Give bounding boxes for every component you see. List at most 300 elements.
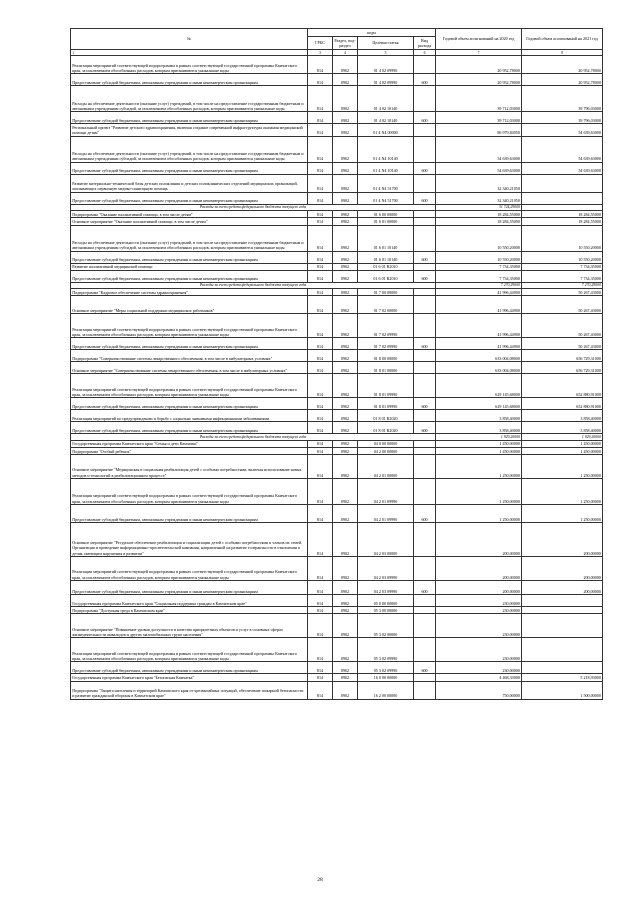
- row-amount-2020: 54 639,63000: [436, 136, 522, 162]
- row-section: 0902: [333, 56, 358, 74]
- row-amount-2020: 629 145,68000: [436, 374, 522, 398]
- row-grbs: 814: [308, 74, 333, 86]
- row-amount-2020: 1 250,00000: [436, 479, 522, 505]
- row-section: 0902: [333, 350, 358, 362]
- row-type: [414, 211, 436, 218]
- row-target: 01 6 01 R2010: [358, 263, 414, 270]
- row-amount-2020: 39 712,03000: [436, 112, 522, 124]
- row-section: 0902: [333, 289, 358, 296]
- row-amount-2021: 1 250,00000: [522, 505, 603, 523]
- index-cell: 6: [414, 50, 436, 56]
- row-name: Развитие материально-технической базы детских поликлиник и детских поликлинических отделений медицинских организаций, оказывающих первичную медико-санитарную помощь: [71, 174, 308, 192]
- note-amount-2020: 7 270,29000: [436, 282, 522, 288]
- row-target: 01 6 01 00000: [358, 218, 414, 225]
- row-section: 0902: [333, 296, 358, 314]
- row-grbs: 814: [308, 410, 333, 422]
- row-target: 16 2 00 00000: [358, 681, 414, 699]
- row-amount-2021: 1 450,00000: [522, 440, 603, 447]
- row-grbs: 814: [308, 338, 333, 350]
- row-amount-2020: 10 550,20000: [436, 251, 522, 263]
- row-section: 0902: [333, 136, 358, 162]
- row-type: [414, 225, 436, 251]
- row-target: 05 3 02 09990: [358, 662, 414, 674]
- row-section: 0902: [333, 440, 358, 447]
- row-grbs: 814: [308, 662, 333, 674]
- row-amount-2020: 32 340,21050: [436, 174, 522, 192]
- row-grbs: 814: [308, 523, 333, 557]
- row-name: Предоставление субсидий бюджетным, автономным учреждениям и иным некоммерческим организациям: [71, 398, 308, 410]
- row-name: Подпрограмма "Кадровое обеспечение системы здравоохранения": [71, 289, 308, 296]
- row-type: [414, 410, 436, 422]
- row-type: 600: [414, 192, 436, 204]
- row-section: 0902: [333, 263, 358, 270]
- row-grbs: 814: [308, 136, 333, 162]
- row-name: Подпрограмма "Оказание паллиативной помощи, в том числе детям": [71, 211, 308, 218]
- row-amount-2021: 5 218,93000: [522, 674, 603, 681]
- row-target: 01 4 N4 51700: [358, 192, 414, 204]
- row-amount-2020: 230,00000: [436, 662, 522, 674]
- table-row: [71, 662, 603, 674]
- row-target: 05 3 02 00000: [358, 614, 414, 638]
- row-name: Государственная программа Камчатского края "Семья и дети Камчатки": [71, 440, 308, 447]
- note-amount-2021: 1 929,20000: [522, 434, 603, 440]
- table-row: [71, 162, 603, 174]
- row-amount-2020: 1 250,00000: [436, 455, 522, 479]
- row-target: 01 6 01 10140: [358, 251, 414, 263]
- row-name: Реализация мероприятий по предупреждению и борьбе с социально значимыми инфекционными заболеваниями: [71, 410, 308, 422]
- row-amount-2021: 7 734,35000: [522, 270, 603, 282]
- row-grbs: 814: [308, 86, 333, 112]
- row-section: 0902: [333, 174, 358, 192]
- row-amount-2020: 200,00000: [436, 523, 522, 557]
- row-type: 600: [414, 74, 436, 86]
- row-amount-2020: 629 145,68000: [436, 398, 522, 410]
- row-amount-2021: 3 858,40000: [522, 410, 603, 422]
- table-row: [71, 225, 603, 251]
- row-grbs: 814: [308, 581, 333, 595]
- row-type: 600: [414, 251, 436, 263]
- row-amount-2020: 7 734,35000: [436, 263, 522, 270]
- row-type: 600: [414, 162, 436, 174]
- row-amount-2021: 3 858,40000: [522, 422, 603, 434]
- table-row: [71, 674, 603, 681]
- row-type: [414, 124, 436, 136]
- table-row: [71, 523, 603, 557]
- page-number: 28: [317, 877, 323, 883]
- row-type: 600: [414, 398, 436, 410]
- row-target: 01 7 02 09990: [358, 314, 414, 338]
- row-section: 0902: [333, 410, 358, 422]
- table-row: [71, 595, 603, 607]
- table-row: [71, 448, 603, 455]
- table-row: [71, 374, 603, 398]
- row-name: Региональный проект "Развитие детского здравоохранения, включая создание современной инфраструктуры оказания медицинской помощи детям": [71, 124, 308, 136]
- row-amount-2021: 7 734,35000: [522, 263, 603, 270]
- row-section: 0902: [333, 218, 358, 225]
- row-name: Предоставление субсидий бюджетным, автономным учреждениям и иным некоммерческим организациям: [71, 662, 308, 674]
- index-cell: 1: [71, 50, 308, 56]
- row-amount-2021: [522, 192, 603, 204]
- row-grbs: 814: [308, 56, 333, 74]
- row-name: Государственная программа Камчатского края "Безопасная Камчатка": [71, 674, 308, 681]
- row-section: 0902: [333, 162, 358, 174]
- row-amount-2021: 39 796,03000: [522, 112, 603, 124]
- row-target: 01 8 01 R2020: [358, 422, 414, 434]
- row-type: [414, 296, 436, 314]
- row-target: 01 8 01 09990: [358, 398, 414, 410]
- index-cell: 4: [333, 50, 358, 56]
- row-amount-2020: 41 996,44900: [436, 314, 522, 338]
- row-section: 0902: [333, 455, 358, 479]
- row-name: Расходы на обеспечение деятельности (оказание услуг) учреждений, в том числе на предоставление государственным бюджетным и автономным учреждениям субсидий, за исключением обособленных расходов, которым присваиваются уникальные коды: [71, 86, 308, 112]
- row-amount-2020: 86 979,84050: [436, 124, 522, 136]
- header-grbs: ГРБС: [308, 37, 333, 50]
- row-target: 01 6 01 R2010: [358, 270, 414, 282]
- row-name: Предоставление субсидий бюджетным, автономным учреждениям и иным некоммерческим организациям: [71, 338, 308, 350]
- table-row: [71, 74, 603, 86]
- row-amount-2021: [522, 638, 603, 662]
- note-amount-2020: 1 929,20000: [436, 434, 522, 440]
- index-cell: 7: [436, 50, 522, 56]
- row-target: 05 0 00 00000: [358, 595, 414, 607]
- row-name: Предоставление субсидий бюджетным, автономным учреждениям и иным некоммерческим организациям: [71, 112, 308, 124]
- row-grbs: 814: [308, 681, 333, 699]
- table-row: [71, 263, 603, 270]
- row-name: Подпрограмма "Особый ребенок": [71, 448, 308, 455]
- row-amount-2020: 41 996,44900: [436, 338, 522, 350]
- row-grbs: 814: [308, 455, 333, 479]
- row-grbs: 814: [308, 289, 333, 296]
- table-row: [71, 479, 603, 505]
- row-amount-2021: 656 729,31000: [522, 350, 603, 362]
- table-row: [71, 136, 603, 162]
- row-amount-2021: 10 550,20000: [522, 225, 603, 251]
- row-section: 0902: [333, 112, 358, 124]
- row-type: [414, 136, 436, 162]
- row-target: 01 6 00 00000: [358, 211, 414, 218]
- table-row: [71, 398, 603, 410]
- row-amount-2021: [522, 614, 603, 638]
- note-text: Расходы за счет средств федерального бюджета текущего года: [71, 204, 436, 210]
- table-row: [71, 607, 603, 614]
- table-row: [71, 124, 603, 136]
- table-row: [71, 350, 603, 362]
- row-name: Предоставление субсидий бюджетным, автономным учреждениям и иным некоммерческим организациям: [71, 270, 308, 282]
- row-section: 0902: [333, 638, 358, 662]
- row-grbs: 814: [308, 614, 333, 638]
- header-type: Вид расхода: [414, 37, 436, 50]
- header-section: Раздел, под-раздел: [334, 37, 356, 48]
- row-name: Реализация мероприятий соответствующей подпрограммы в рамках соответствующей государственной программы Камчатского края, за исключением обособленных расходов, которым присваиваются уникальные коды: [71, 56, 308, 74]
- row-grbs: 814: [308, 112, 333, 124]
- row-amount-2020: 10 550,20000: [436, 225, 522, 251]
- table-row: [71, 251, 603, 263]
- row-type: [414, 681, 436, 699]
- row-amount-2021: [522, 174, 603, 192]
- table-row: [71, 86, 603, 112]
- row-amount-2020: 1 250,00000: [436, 505, 522, 523]
- row-amount-2021: 1 450,00000: [522, 448, 603, 455]
- row-amount-2021: 20 952,78000: [522, 56, 603, 74]
- row-section: 0902: [333, 362, 358, 374]
- row-target: 01 7 02 09990: [358, 338, 414, 350]
- row-target: 04 2 03 00000: [358, 523, 414, 557]
- row-section: 0902: [333, 225, 358, 251]
- row-amount-2021: 18 284,55000: [522, 211, 603, 218]
- table-row: [71, 557, 603, 581]
- row-name: Предоставление субсидий бюджетным, автономным учреждениям и иным некоммерческим организациям: [71, 422, 308, 434]
- row-type: 600: [414, 112, 436, 124]
- row-type: [414, 674, 436, 681]
- row-amount-2020: 200,00000: [436, 581, 522, 595]
- row-name: Подпрограмма "Совершенствование системы лекарственного обеспечения, в том числе в амбулаторных условиях": [71, 350, 308, 362]
- row-section: 0902: [333, 124, 358, 136]
- row-name: Подпрограмма "Защита населения и территорий Камчатского края от чрезвычайных ситуаций, обеспечение пожарной безопасности и развитие гражданской обороны в Камчатском крае": [71, 681, 308, 699]
- row-section: 0902: [333, 595, 358, 607]
- row-amount-2021: 50 267,43000: [522, 296, 603, 314]
- row-amount-2021: 54 639,63000: [522, 162, 603, 174]
- row-type: [414, 289, 436, 296]
- row-amount-2021: 1 250,00000: [522, 479, 603, 505]
- row-name: Основное мероприятие "Повышение уровня доступности и качества приоритетных объектов и услуг в основных сферах жизнедеятельности инвалидов и других маломобильных групп населения": [71, 614, 308, 638]
- row-section: 0902: [333, 251, 358, 263]
- row-target: 04 2 01 00000: [358, 455, 414, 479]
- header-num: №: [71, 29, 308, 50]
- row-type: [414, 440, 436, 447]
- index-cell: 8: [522, 50, 603, 56]
- row-target: 01 4 N4 10140: [358, 136, 414, 162]
- row-amount-2020: 200,00000: [436, 557, 522, 581]
- row-amount-2020: 7 734,35000: [436, 270, 522, 282]
- row-amount-2021: 50 267,43000: [522, 289, 603, 296]
- row-target: 01 4 02 09990: [358, 74, 414, 86]
- row-grbs: 814: [308, 595, 333, 607]
- table-row: [71, 270, 603, 282]
- row-amount-2021: 20 952,78000: [522, 74, 603, 86]
- row-type: 600: [414, 338, 436, 350]
- table-row: [71, 338, 603, 350]
- row-name: Основное мероприятие "Меры социальной поддержки медицинских работников": [71, 296, 308, 314]
- row-section: 0902: [333, 479, 358, 505]
- row-type: [414, 455, 436, 479]
- note-text: Расходы за счет средств федерального бюджета текущего года: [71, 434, 436, 440]
- table-row: [71, 192, 603, 204]
- table-row: [71, 505, 603, 523]
- row-type: [414, 607, 436, 614]
- table-row: [71, 422, 603, 434]
- row-grbs: 814: [308, 314, 333, 338]
- row-grbs: 814: [308, 422, 333, 434]
- row-grbs: 814: [308, 505, 333, 523]
- row-amount-2021: 200,00000: [522, 581, 603, 595]
- row-amount-2021: [522, 595, 603, 607]
- row-amount-2021: [522, 607, 603, 614]
- row-target: 04 2 01 09990: [358, 479, 414, 505]
- row-target: 01 4 02 10140: [358, 86, 414, 112]
- table-row: [71, 581, 603, 595]
- row-name: Реализация мероприятий соответствующей подпрограммы в рамках соответствующей государственной программы Камчатского края, за исключением обособленных расходов, которым присваиваются уникальные коды: [71, 374, 308, 398]
- row-amount-2021: 18 284,55000: [522, 218, 603, 225]
- row-type: [414, 448, 436, 455]
- row-name: Основное мероприятие "Ресурсное обеспечение реабилитации и социализации детей с особыми потребностями и членов их семей. Организация и проведение информационно-просветительской кампании, направленной на развитие толерантности в отношении к детям, имеющим нарушения в развитии": [71, 523, 308, 557]
- row-grbs: 814: [308, 440, 333, 447]
- row-grbs: 814: [308, 218, 333, 225]
- table-row: [71, 289, 603, 296]
- row-target: 04 2 03 09990: [358, 581, 414, 595]
- row-type: [414, 523, 436, 557]
- row-amount-2021: 54 639,63000: [522, 124, 603, 136]
- table-body: [71, 56, 603, 699]
- row-target: 01 8 01 R2020: [358, 410, 414, 422]
- row-name: Предоставление субсидий бюджетным, автономным учреждениям и иным некоммерческим организациям: [71, 581, 308, 595]
- row-grbs: 814: [308, 448, 333, 455]
- row-section: 0902: [333, 422, 358, 434]
- table-row: [71, 638, 603, 662]
- row-amount-2021: 200,00000: [522, 557, 603, 581]
- row-section: 0902: [333, 581, 358, 595]
- row-target: 01 8 00 00000: [358, 350, 414, 362]
- table-row: [71, 681, 603, 699]
- row-amount-2020: 1 450,00000: [436, 448, 522, 455]
- row-section: 0902: [333, 314, 358, 338]
- row-type: 600: [414, 505, 436, 523]
- row-name: Развитие паллиативной медицинской помощи: [71, 263, 308, 270]
- row-target: 01 8 01 09990: [358, 374, 414, 398]
- row-name: Предоставление субсидий бюджетным, автономным учреждениям и иным некоммерческим организациям: [71, 74, 308, 86]
- row-section: 0902: [333, 86, 358, 112]
- table-row: [71, 112, 603, 124]
- row-grbs: 814: [308, 296, 333, 314]
- row-amount-2020: 1 450,00000: [436, 440, 522, 447]
- index-cell: 5: [358, 50, 414, 56]
- table-row: [71, 440, 603, 447]
- row-name: Государственная программа Камчатского края "Социальная поддержка граждан в Камчатском крае": [71, 595, 308, 607]
- row-amount-2021: 54 639,63000: [522, 136, 603, 162]
- row-grbs: 814: [308, 124, 333, 136]
- row-target: 01 7 00 00000: [358, 289, 414, 296]
- row-target: 01 4 02 09990: [358, 56, 414, 74]
- row-amount-2021: 1 500,00000: [522, 681, 603, 699]
- table-row: [71, 56, 603, 74]
- note-text: Расходы за счет средств федерального бюджета текущего года: [71, 282, 436, 288]
- table-row: [71, 314, 603, 338]
- row-target: 01 7 02 00000: [358, 296, 414, 314]
- note-amount-2020: 31 724,29000: [436, 204, 522, 210]
- row-amount-2020: 18 284,55000: [436, 218, 522, 225]
- row-target: 01 4 02 10140: [358, 112, 414, 124]
- row-amount-2020: 41 996,44900: [436, 289, 522, 296]
- row-target: 04 2 03 09990: [358, 557, 414, 581]
- row-type: [414, 314, 436, 338]
- row-name: Реализация мероприятий соответствующей подпрограммы в рамках соответствующей государственной программы Камчатского края, за исключением обособленных расходов, которым присваиваются уникальные коды: [71, 479, 308, 505]
- row-name: Реализация мероприятий соответствующей подпрограммы в рамках соответствующей государственной программы Камчатского края, за исключением обособленных расходов, которым присваиваются уникальные коды: [71, 638, 308, 662]
- row-grbs: 814: [308, 263, 333, 270]
- row-grbs: 814: [308, 607, 333, 614]
- row-section: 0902: [333, 662, 358, 674]
- row-grbs: 814: [308, 192, 333, 204]
- row-grbs: 814: [308, 374, 333, 398]
- row-amount-2020: 230,00000: [436, 595, 522, 607]
- row-type: [414, 56, 436, 74]
- row-target: 04 2 00 00000: [358, 448, 414, 455]
- row-section: 0902: [333, 674, 358, 681]
- row-type: [414, 174, 436, 192]
- row-grbs: 814: [308, 211, 333, 218]
- row-type: [414, 218, 436, 225]
- row-type: [414, 263, 436, 270]
- row-target: 01 8 01 00000: [358, 362, 414, 374]
- row-name: Реализация мероприятий соответствующей подпрограммы в рамках соответствующей государственной программы Камчатского края, за исключением обособленных расходов, которым присваиваются уникальные коды: [71, 557, 308, 581]
- row-grbs: 814: [308, 174, 333, 192]
- row-amount-2020: 20 952,78000: [436, 74, 522, 86]
- row-type: [414, 614, 436, 638]
- row-amount-2021: 656 729,31000: [522, 362, 603, 374]
- row-target: 05 3 00 00000: [358, 607, 414, 614]
- row-amount-2021: 39 796,03000: [522, 86, 603, 112]
- row-amount-2020: 230,00000: [436, 607, 522, 614]
- row-type: [414, 374, 436, 398]
- table-row: [71, 211, 603, 218]
- row-grbs: 814: [308, 162, 333, 174]
- row-type: [414, 362, 436, 374]
- row-grbs: 814: [308, 270, 333, 282]
- row-section: 0902: [333, 557, 358, 581]
- row-name: Предоставление субсидий бюджетным, автономным учреждениям и иным некоммерческим организациям: [71, 505, 308, 523]
- row-name: Основное мероприятие "Медицинская и социальная реабилитация детей с особыми потребностями, включая использование новых методов и технологий в реабилитационном процессе": [71, 455, 308, 479]
- row-section: 0902: [333, 74, 358, 86]
- row-amount-2021: 652 880,91000: [522, 374, 603, 398]
- row-name: Предоставление субсидий бюджетным, автономным учреждениям и иным некоммерческим организациям: [71, 251, 308, 263]
- row-target: 16 0 00 00000: [358, 674, 414, 681]
- row-name: Расходы на обеспечение деятельности (оказание услуг) учреждений, в том числе на предоставление государственным бюджетным и автономным учреждениям субсидий, за исключением обособленных расходов, которым присваиваются уникальные коды: [71, 225, 308, 251]
- row-section: 0902: [333, 448, 358, 455]
- table-row: [71, 455, 603, 479]
- row-section: 0902: [333, 614, 358, 638]
- row-name: Расходы на обеспечение деятельности (оказание услуг) учреждений, в том числе на предоставление государственным бюджетным и автономным учреждениям субсидий, за исключением обособленных расходов, которым присваиваются уникальные коды: [71, 136, 308, 162]
- table-row: [71, 614, 603, 638]
- row-grbs: 814: [308, 362, 333, 374]
- row-amount-2021: 1 250,00000: [522, 455, 603, 479]
- row-amount-2020: 3 858,40000: [436, 410, 522, 422]
- row-amount-2020: 18 284,55000: [436, 211, 522, 218]
- table-row: [71, 218, 603, 225]
- row-type: 600: [414, 581, 436, 595]
- row-type: [414, 479, 436, 505]
- row-type: 600: [414, 662, 436, 674]
- row-type: 600: [414, 422, 436, 434]
- table-row: [71, 296, 603, 314]
- row-grbs: 814: [308, 674, 333, 681]
- row-amount-2020: 3 858,40000: [436, 422, 522, 434]
- row-target: 01 4 N4 10140: [358, 162, 414, 174]
- table-row: [71, 410, 603, 422]
- row-amount-2020: 41 996,44900: [436, 296, 522, 314]
- row-section: 0902: [333, 607, 358, 614]
- row-amount-2020: 4 468,33000: [436, 674, 522, 681]
- row-grbs: 814: [308, 398, 333, 410]
- row-type: 600: [414, 270, 436, 282]
- row-type: [414, 86, 436, 112]
- row-amount-2020: 230,00000: [436, 614, 522, 638]
- table-row: [71, 362, 603, 374]
- row-target: 01 6 01 10140: [358, 225, 414, 251]
- row-grbs: 814: [308, 225, 333, 251]
- row-grbs: 814: [308, 638, 333, 662]
- row-grbs: 814: [308, 350, 333, 362]
- row-name: Предоставление субсидий бюджетным, автономным учреждениям и иным некоммерческим организациям: [71, 192, 308, 204]
- row-amount-2020: 633 004,08000: [436, 350, 522, 362]
- row-target: 05 3 02 09990: [358, 638, 414, 662]
